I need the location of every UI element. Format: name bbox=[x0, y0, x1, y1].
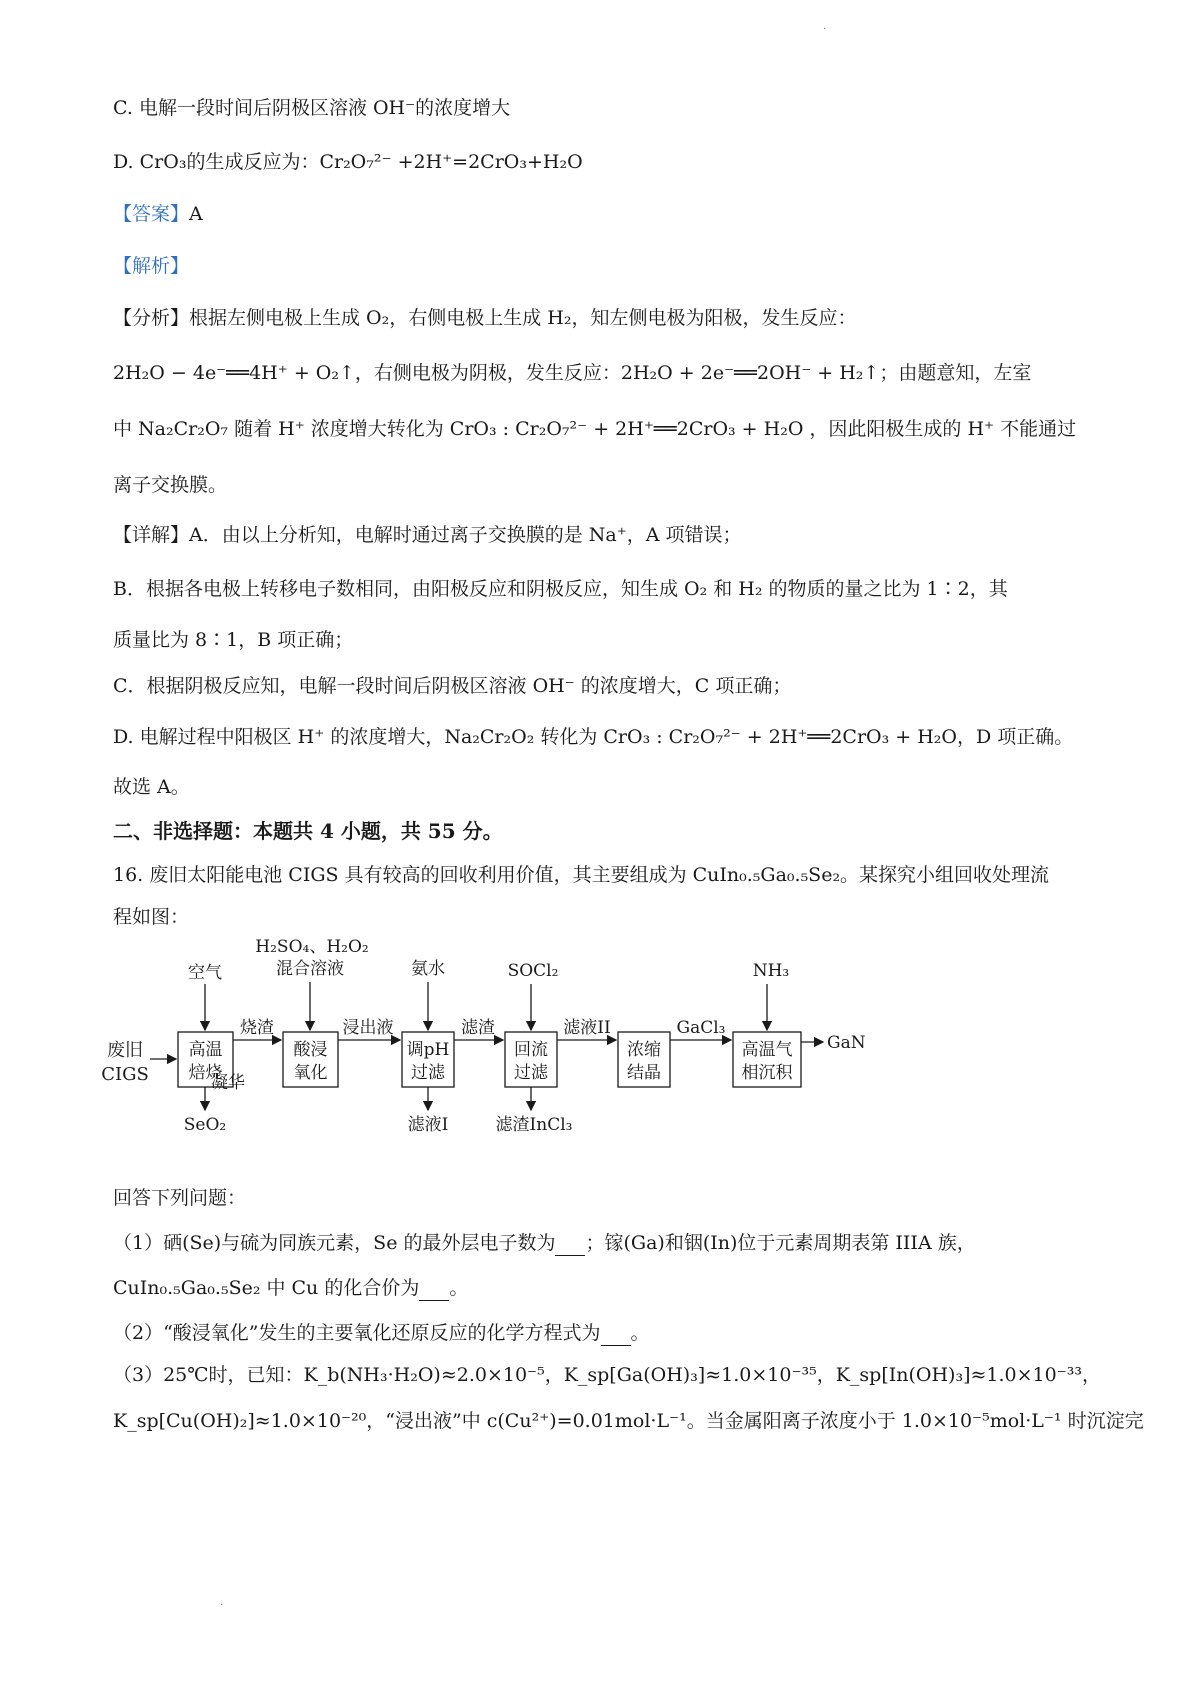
step-box-adjust-ph bbox=[402, 1032, 454, 1087]
product-gan: GaN bbox=[827, 1033, 866, 1053]
svg-text:酸浸: 酸浸 bbox=[293, 1040, 328, 1060]
svg-text:回流: 回流 bbox=[514, 1040, 548, 1060]
arrow-label-gacl3: GaCl₃ bbox=[676, 1018, 726, 1038]
output-filtrate-i: 滤液I bbox=[407, 1115, 449, 1135]
subq2-text: （2）“酸浸氧化”发生的主要氧化还原反应的化学方程式为 bbox=[113, 1322, 601, 1344]
input-acid-mix: 混合溶液 bbox=[276, 959, 344, 979]
output-sublimation: 凝华 bbox=[211, 1073, 245, 1093]
subq2-line bbox=[113, 1320, 650, 1346]
xiangjie-conclusion: 故选 A。 bbox=[113, 776, 190, 798]
xiangjie-c: C．根据阴极反应知，电解一段时间后阴极区溶液 OH⁻ 的浓度增大，C 项正确； bbox=[113, 675, 792, 697]
process-flowchart bbox=[100, 937, 980, 1210]
input-air: 空气 bbox=[188, 963, 222, 983]
input-ammonia: 氨水 bbox=[411, 959, 445, 979]
answer-blank bbox=[601, 1327, 631, 1346]
svg-text:浓缩: 浓缩 bbox=[627, 1040, 661, 1060]
input-socl2: SOCl₂ bbox=[507, 961, 559, 981]
svg-text:相沉积: 相沉积 bbox=[741, 1063, 793, 1083]
xiangjie-b1: B．根据各电极上转移电子数相同，由阳极反应和阴极反应，知生成 O₂ 和 H₂ 的物质的量之比为 1∶2，其 bbox=[113, 578, 1008, 600]
arrow-label-filtrate-ii: 滤液II bbox=[563, 1018, 611, 1038]
step-box-acid-leach bbox=[283, 1032, 338, 1087]
svg-text:过滤: 过滤 bbox=[411, 1063, 445, 1083]
answer-value: A bbox=[189, 203, 203, 225]
fenxi-line-4: 离子交换膜。 bbox=[113, 474, 228, 496]
svg-text:结晶: 结晶 bbox=[627, 1063, 661, 1083]
option-c: C. 电解一段时间后阴极区溶液 OH⁻的浓度增大 bbox=[113, 97, 511, 119]
q16-line-1: 16. 废旧太阳能电池 CIGS 具有较高的回收利用价值，其主要组成为 CuIn₀.₅Ga₀.₅Se₂。某探究小组回收处理流 bbox=[113, 864, 1050, 886]
output-seo2: SeO₂ bbox=[183, 1115, 227, 1135]
answer-blank bbox=[555, 1237, 585, 1256]
svg-text:焙烧: 焙烧 bbox=[188, 1063, 223, 1083]
svg-text:高温: 高温 bbox=[188, 1040, 223, 1060]
answer-prompt: 回答下列问题： bbox=[113, 1187, 247, 1209]
analysis-label: 【解析】 bbox=[113, 255, 190, 277]
start-label-2: CIGS bbox=[101, 1064, 149, 1085]
fenxi-line-1: 【分析】根据左侧电极上生成 O₂，右侧电极上生成 H₂，知左侧电极为阳极，发生反应： bbox=[113, 307, 857, 329]
subq3-line-1: （3）25℃时，已知：K_b(NH₃·H₂O)≈2.0×10⁻⁵，K_sp[Ga(OH)₃]≈1.0×10⁻³⁵，K_sp[In(OH)₃]≈1.0×10⁻³³， bbox=[113, 1364, 1101, 1386]
step-box-concentrate bbox=[618, 1032, 670, 1087]
step-box-vapor-deposition bbox=[733, 1032, 801, 1087]
subq1-text-1: （1）硒(Se)与硫为同族元素，Se 的最外层电子数为 bbox=[113, 1232, 556, 1254]
subq1-text-2: ；镓(Ga)和铟(In)位于元素周期表第 IIIA 族， bbox=[585, 1232, 976, 1254]
scan-dot: · bbox=[220, 1600, 224, 1611]
answer-label: 【答案】 bbox=[113, 203, 190, 225]
subq1-text-3: CuIn₀.₅Ga₀.₅Se₂ 中 Cu 的化合价为 bbox=[113, 1277, 420, 1299]
answer-blank bbox=[419, 1282, 449, 1301]
svg-text:高温气: 高温气 bbox=[741, 1040, 793, 1060]
arrow-label-slag: 烧渣 bbox=[240, 1018, 274, 1038]
subq1-text-4: 。 bbox=[449, 1277, 469, 1299]
scan-dot: · bbox=[823, 24, 827, 35]
subq1-line-2 bbox=[113, 1275, 468, 1301]
option-d: D. CrO₃的生成反应为：Cr₂O₇²⁻ +2H⁺=2CrO₃+H₂O bbox=[113, 151, 583, 173]
start-label-1: 废旧 bbox=[107, 1040, 143, 1061]
xiangjie-b2: 质量比为 8∶1，B 项正确； bbox=[113, 629, 354, 651]
input-acid: H₂SO₄、H₂O₂ bbox=[255, 937, 369, 957]
svg-text:氧化: 氧化 bbox=[293, 1063, 328, 1083]
answer-line bbox=[113, 201, 203, 227]
output-incl3: 滤渣InCl₃ bbox=[495, 1115, 573, 1135]
svg-text:过滤: 过滤 bbox=[514, 1063, 548, 1083]
xiangjie-d: D. 电解过程中阳极区 H⁺ 的浓度增大，Na₂Cr₂O₂ 转化为 CrO₃ : Cr₂O₇²⁻ + 2H⁺══2CrO₃ + H₂O，D 项正确。 bbox=[113, 726, 1074, 748]
xiangjie-a: 【详解】A．由以上分析知，电解时通过离子交换膜的是 Na⁺，A 项错误； bbox=[113, 524, 742, 546]
subq1-line-1 bbox=[113, 1230, 976, 1256]
q16-line-2: 程如图： bbox=[113, 906, 190, 928]
fenxi-line-2: 2H₂O − 4e⁻══4H⁺ + O₂↑，右侧电极为阴极，发生反应：2H₂O + 2e⁻══2OH⁻ + H₂↑；由题意知，左室 bbox=[113, 362, 1032, 384]
subq2-end: 。 bbox=[630, 1322, 650, 1344]
section-heading: 二、非选择题：本题共 4 小题，共 55 分。 bbox=[113, 819, 503, 843]
arrow-label-leachate: 浸出液 bbox=[342, 1018, 394, 1038]
fenxi-line-3: 中 Na₂Cr₂O₇ 随着 H⁺ 浓度增大转化为 CrO₃ : Cr₂O₇²⁻ + 2H⁺══2CrO₃ + H₂O ，因此阳极生成的 H⁺ 不能通过 bbox=[113, 418, 1077, 440]
svg-text:调pH: 调pH bbox=[406, 1040, 450, 1060]
input-nh3: NH₃ bbox=[752, 961, 790, 981]
step-box-reflux bbox=[505, 1032, 557, 1087]
arrow-label-residue: 滤渣 bbox=[461, 1018, 495, 1038]
subq3-line-2: K_sp[Cu(OH)₂]≈1.0×10⁻²⁰，“浸出液”中 c(Cu²⁺)=0.01mol·L⁻¹。当金属阳离子浓度小于 1.0×10⁻⁵mol·L⁻¹ 时沉淀完 bbox=[113, 1410, 1144, 1432]
